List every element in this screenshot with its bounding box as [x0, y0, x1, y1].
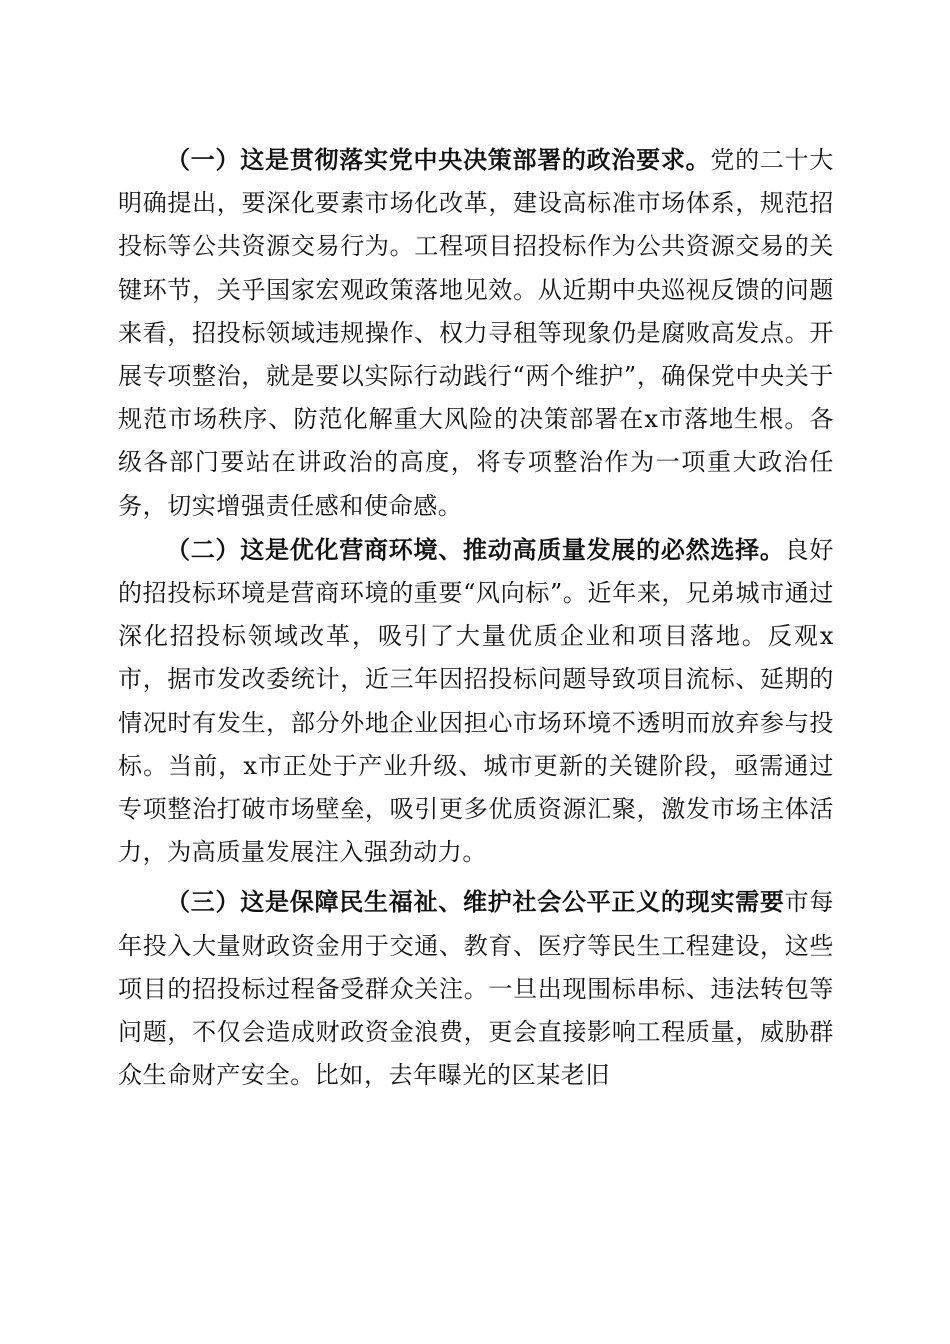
paragraph-1 [118, 138, 834, 528]
paragraph-body-2: 良好的招投标环境是营商环境的重要“风向标”。近年来，兄弟城市通过深化招投标领域改革，吸引了大量优质企业和项目落地。反观x市，据市发改委统计，近三年因招投标问题导致项目流标、延期的情况时有发生，部分外地企业因担心市场环境不透明而放弃参与投标。当前，x市正处于产业升级、城市更新的关键阶段，亟需通过专项整治打破市场壁垒，吸引更多优质资源汇聚，激发市场主体活力，为高质量发展注入强劲动力。 [118, 535, 835, 867]
paragraph-2 [118, 528, 834, 875]
section-heading-3: （三）这是保障民生福祉、维护社会公平正义的现实需要 [166, 887, 785, 917]
document-page [118, 138, 834, 1097]
section-heading-2: （二）这是优化营商环境、推动高质量发展的必然选择。 [166, 534, 785, 564]
paragraph-body-1: 党的二十大明确提出，要深化要素市场化改革，建设高标准市场体系，规范招投标等公共资源交易行为。工程项目招投标作为公共资源交易的关键环节，关乎国家宏观政策落地见效。从近期中央巡视反馈的问题来看，招投标领域违规操作、权力寻租等现象仍是腐败高发点。开展专项整治，就是要以实际行动践行“两个维护”，确保党中央关于规范市场秩序、防范化解重大风险的决策部署在x市落地生根。各级各部门要站在讲政治的高度，将专项整治作为一项重大政治任务，切实增强责任感和使命感。 [118, 146, 835, 520]
paragraph-3 [118, 880, 834, 1097]
section-heading-1: （一）这是贯彻落实党中央决策部署的政治要求。 [166, 145, 711, 174]
paragraph-body-3: 市每年投入大量财政资金用于交通、教育、医疗等民生工程建设，这些项目的招投标过程备受群众关注。一旦出现围标串标、违法转包等问题，不仅会造成财政资金浪费，更会直接影响工程质量，威胁群众生命财产安全。比如，去年曝光的区某老旧 [118, 888, 835, 1090]
